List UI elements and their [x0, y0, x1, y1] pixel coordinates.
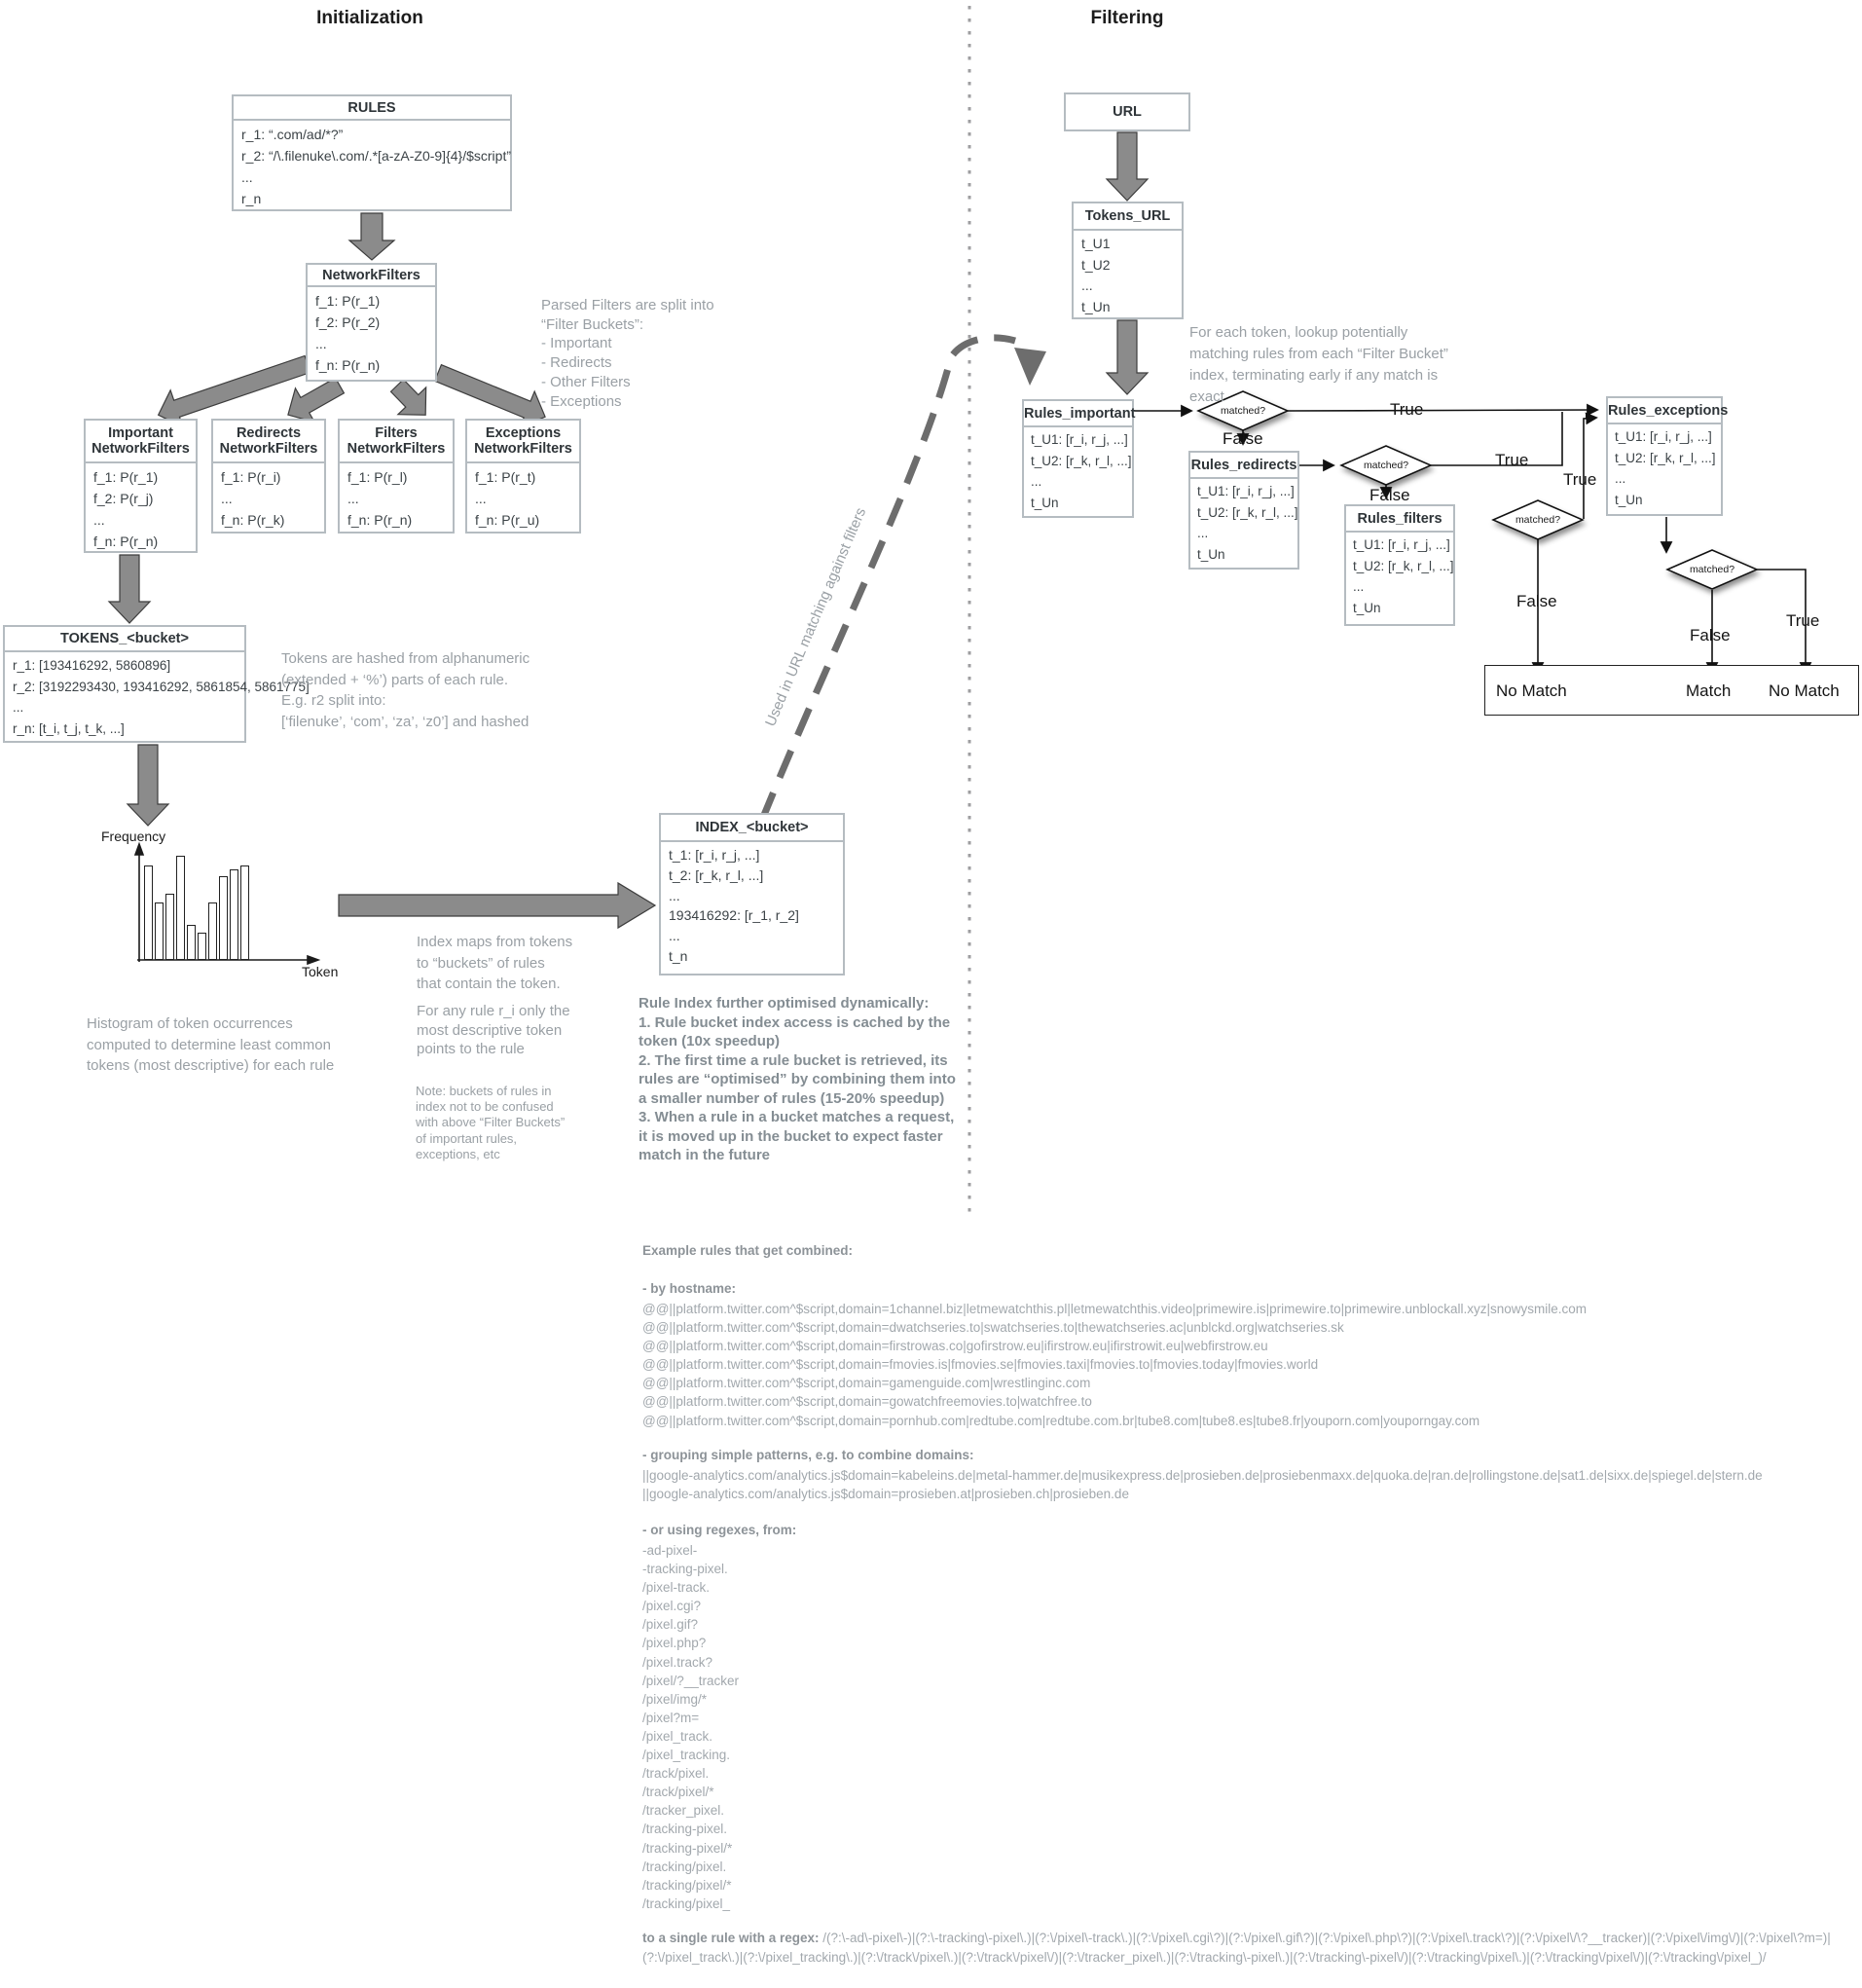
- text-line: exceptions, etc: [416, 1146, 500, 1161]
- single-regex-intro: to a single rule with a regex:: [642, 1931, 823, 1945]
- text-line: t_U1: [r_i, r_j, ...]: [1031, 432, 1128, 447]
- tokens-hash-note: [281, 648, 529, 732]
- matched-label-1: matched?: [1220, 405, 1266, 417]
- histogram-bar: [155, 902, 164, 960]
- tokens-url-box-title: Tokens_URL: [1074, 203, 1182, 231]
- text-line: ...: [1081, 277, 1093, 294]
- text-line: /tracking/pixel_: [642, 1896, 731, 1911]
- text-line: t_U2: [r_k, r_l, ...]: [1031, 453, 1132, 468]
- text-line: Tokens are hashed from alphanumeric: [281, 650, 530, 667]
- text-line: ||google-analytics.com/analytics.js$domain=kabeleins.de|metal-hammer.de|musikexpress.de|prosieben.de|prosiebenmaxx.de|quoka.de|ran.de|rollingstone.de|sat1.de|sixx.de|spiegel.de|stern.de: [642, 1468, 1763, 1483]
- dashed-curve-index-to-matching: [762, 338, 1015, 820]
- histogram-bar: [176, 856, 185, 960]
- false-label-1: False: [1223, 429, 1263, 448]
- text-line: /tracking-pixel/*: [642, 1840, 733, 1856]
- text-line: a smaller number of rules (15-20% speedup): [639, 1089, 945, 1107]
- filters-networkfilters-box: [338, 419, 455, 534]
- text-line: t_2: [r_k, r_l, ...]: [669, 866, 764, 883]
- text-line: @@||platform.twitter.com^$script,domain=firstrowas.co|gofirstrow.eu|ifirstrow.eu|ifirstrowit.eu|webfirstrow.eu: [642, 1339, 1268, 1354]
- text-line: For each token, lookup potentially: [1189, 324, 1408, 341]
- text-line: matching rules from each “Filter Bucket”: [1189, 346, 1448, 362]
- text-line: f_2: P(r_2): [315, 314, 381, 330]
- true-label-1: True: [1390, 400, 1424, 419]
- rules-box-title: RULES: [234, 96, 510, 121]
- important-box-body: [86, 463, 196, 552]
- text-line: computed to determine least common: [87, 1036, 331, 1053]
- histogram-bar: [187, 925, 196, 960]
- hostname-rule-list: [642, 1300, 1587, 1430]
- by-hostname-heading: - by hostname:: [642, 1281, 737, 1296]
- text-line: t_U2: [r_k, r_l, ...]: [1197, 504, 1298, 520]
- url-box-title: URL: [1113, 104, 1142, 120]
- text-line: - Redirects: [541, 354, 612, 372]
- true-label-2: True: [1495, 451, 1529, 469]
- url-box: [1064, 92, 1190, 131]
- histogram-bar: [165, 894, 174, 960]
- grouping-heading: - grouping simple patterns, e.g. to combine domains:: [642, 1448, 974, 1462]
- text-line: /pixel_tracking.: [642, 1748, 731, 1763]
- filters-box-title: [340, 421, 453, 463]
- text-line: [‘filenuke’, ‘com’, ‘za’, ‘z0’] and hashed: [281, 713, 529, 730]
- text-line: r_1: [193416292, 5860896]: [13, 658, 171, 673]
- text-line: f_n: P(r_k): [221, 512, 285, 528]
- text-line: rules are “optimised” by combining them into: [639, 1071, 956, 1087]
- text-line: /pixel.php?: [642, 1636, 707, 1651]
- text-line: 2. The first time a rule bucket is retrieved, its: [639, 1051, 948, 1069]
- text-line: @@||platform.twitter.com^$script,domain=pornhub.com|redtube.com|redtube.com.br|tube8.com|tube8.es|tube8.fr|youporn.com|youporngay.com: [642, 1413, 1480, 1428]
- text-line: f_1: P(r_i): [221, 469, 281, 485]
- text-line: ...: [221, 491, 233, 506]
- text-line: ...: [347, 491, 359, 506]
- index-box-title: INDEX_<bucket>: [661, 815, 843, 842]
- result-match: Match: [1686, 681, 1732, 700]
- text-line: /tracking/pixel.: [642, 1859, 727, 1874]
- histogram-xlabel: Token: [302, 964, 339, 979]
- text-line: f_n: P(r_n): [315, 357, 381, 373]
- line-matched3-true-to-exceptions: [1584, 418, 1596, 519]
- dashed-curve-arrowhead: [1014, 348, 1046, 386]
- text-line: /pixel_track.: [642, 1728, 713, 1744]
- text-line: 3. When a rule in a bucket matches a request,: [639, 1109, 955, 1125]
- rules-box-body: [234, 121, 510, 209]
- text-line: @@||platform.twitter.com^$script,domain=gowatchfreemovies.to|watchfree.to: [642, 1394, 1092, 1410]
- text-line: that contain the token.: [417, 976, 561, 992]
- exceptions-box-body: [467, 463, 579, 531]
- index-bucket-box: [659, 813, 845, 976]
- text-line: Filters: [375, 425, 418, 441]
- text-line: Redirects: [236, 425, 302, 441]
- text-line: to “buckets” of rules: [417, 954, 545, 972]
- text-line: @@||platform.twitter.com^$script,domain=dwatchseries.to|swatchseries.to|thewatchseries.ac|unblckd.org|watchseries.sk: [642, 1320, 1344, 1336]
- rules-exceptions-title: Rules_exceptions: [1608, 398, 1721, 424]
- true-label-3: True: [1563, 470, 1597, 489]
- text-line: ...: [241, 169, 253, 185]
- text-line: ...: [1197, 526, 1209, 541]
- text-line: /tracker_pixel.: [642, 1803, 725, 1819]
- tokens-bucket-box: [3, 625, 310, 743]
- text-line: f_1: P(r_1): [315, 293, 381, 309]
- histogram-bar: [198, 933, 206, 960]
- text-line: ...: [1031, 474, 1042, 490]
- result-no-match-right: No Match: [1769, 681, 1840, 700]
- important-networkfilters-box: [84, 419, 198, 553]
- regex-source-list: [642, 1541, 739, 1913]
- arrow-url-to-tokensurl: [1107, 132, 1148, 201]
- line-matched1-true-to-exceptions: [1288, 410, 1597, 411]
- text-line: t_1: [r_i, r_j, ...]: [669, 847, 760, 863]
- rules-filters-box: [1344, 504, 1455, 626]
- text-line: with above “Filter Buckets”: [416, 1115, 566, 1130]
- text-line: /pixel.gif?: [642, 1617, 699, 1633]
- text-line: Note: buckets of rules in: [416, 1084, 552, 1098]
- rules-important-title: Rules_important: [1024, 401, 1132, 427]
- tokens-box-body: [5, 652, 310, 740]
- text-line: t_U2: [1081, 256, 1111, 273]
- arrow-histogram-to-index: [339, 883, 655, 928]
- text-line: NetworkFilters: [219, 441, 318, 457]
- networkfilters-box-body: [308, 287, 435, 376]
- text-line: @@||platform.twitter.com^$script,domain=1channel.biz|letmewatchthis.pl|letmewatchthis.video|primewire.is|primewire.to|primewire.unblockall.xyz|snowysmile.com: [642, 1302, 1588, 1316]
- matched-label-4: matched?: [1689, 564, 1735, 575]
- text-line: 193416292: [r_1, r_2]: [669, 907, 799, 924]
- text-line: tokens (most descriptive) for each rule: [87, 1057, 335, 1074]
- result-no-match-left: No Match: [1496, 681, 1567, 700]
- text-line: - Exceptions: [541, 392, 622, 410]
- text-line: t_U2: [r_k, r_l, ...]: [1615, 450, 1716, 465]
- false-label-4: False: [1690, 626, 1731, 644]
- arrow-rules-to-networkfilters: [349, 213, 394, 260]
- redirects-networkfilters-box: [211, 419, 326, 534]
- text-line: points to the rule: [417, 1041, 525, 1057]
- text-line: t_U1: [r_i, r_j, ...]: [1197, 484, 1295, 498]
- text-line: ...: [93, 512, 105, 528]
- text-line: /pixel/?__tracker: [642, 1673, 740, 1688]
- text-line: match in the future: [639, 1147, 771, 1163]
- exceptions-networkfilters-box: [465, 419, 581, 534]
- redirects-box-title: [213, 421, 324, 463]
- arrow-important-to-tokens: [109, 555, 150, 623]
- rules-important-body: [1024, 427, 1132, 514]
- text-line: ...: [669, 887, 680, 903]
- text-line: Parsed Filters are split into: [541, 297, 714, 313]
- text-line: t_Un: [1353, 601, 1381, 616]
- text-line: 1. Rule bucket index access is cached by the: [639, 1013, 951, 1031]
- text-line: Rule Index further optimised dynamically:: [639, 995, 930, 1012]
- text-line: Histogram of token occurrences: [87, 1015, 293, 1032]
- initialization-title: Initialization: [316, 8, 423, 28]
- text-line: Important: [108, 425, 173, 441]
- tokens-box-title: TOKENS_<bucket>: [5, 627, 244, 652]
- index-maps-note: [417, 932, 572, 995]
- rules-redirects-box: [1188, 451, 1299, 570]
- histogram-bar: [230, 869, 238, 960]
- text-line: -ad-pixel-: [642, 1543, 698, 1558]
- text-line: t_Un: [1081, 299, 1111, 315]
- text-line: most descriptive token: [417, 1021, 563, 1039]
- text-line: token (10x speedup): [639, 1033, 781, 1049]
- text-line: it is moved up in the bucket to expect faster: [639, 1127, 943, 1145]
- buckets-note: [416, 1084, 565, 1162]
- text-line: ...: [475, 491, 487, 506]
- histogram-bars: [144, 855, 249, 960]
- parsed-filters-note: [541, 296, 714, 411]
- text-line: /tracking/pixel/*: [642, 1877, 732, 1893]
- histogram-bar: [144, 865, 153, 960]
- single-regex-body: /(?:\-ad\-pixel\-)|(?:\-tracking\-pixel\.)|(?:\/pixel\-track\.)|(?:\/pixel\.cgi\?)|(?:\/pixel\.gif\?)|(?:\/pixel\.php\?)|(?:\/pixel\.track\?)|(?:\/pixel\/\?__tracker)|(?:\/pixel\/img\/)|(?:\/pixel\?m=)|(?:\/pixel_track\.)|(?:\/pixel_tracking\.)|(?:\/track\/pixel\.)|(?:\/track\/pixel\/)|(?:\/tracker_pixel\.)|(?:\/tracking\-pixel\.)|(?:\/tracking\-pixel\/)|(?:\/tracking\/pixel\.)|(?:\/tracking\/pixel\/)|(?:\/tracking\/pixel_)/: [642, 1931, 1831, 1965]
- examples-heading: Example rules that get combined:: [642, 1243, 854, 1258]
- rules-box: [232, 94, 512, 211]
- text-line: f_n: P(r_n): [347, 512, 413, 528]
- arrow-tokens-to-histogram: [128, 745, 168, 826]
- text-line: exact: [1189, 388, 1224, 405]
- text-line: t_U2: [r_k, r_l, ...]: [1353, 558, 1454, 573]
- text-line: ...: [13, 700, 24, 716]
- text-line: f_2: P(r_j): [93, 491, 154, 506]
- text-line: r_1: “.com/ad/*?”: [241, 127, 344, 142]
- text-line: NetworkFilters: [474, 441, 572, 457]
- grouping-rule-list: [642, 1466, 1763, 1503]
- text-line: index, terminating early if any match is: [1189, 367, 1439, 384]
- single-regex-paragraph: [642, 1929, 1838, 1967]
- text-line: -tracking-pixel.: [642, 1562, 728, 1577]
- filters-box-body: [340, 463, 453, 531]
- text-line: “Filter Buckets”:: [541, 315, 644, 333]
- text-line: r_2: “/\.filenuke\.com/.*[a-zA-Z0-9]{4}/$script”: [241, 148, 511, 164]
- text-line: t_Un: [1615, 493, 1643, 508]
- text-line: /tracking-pixel.: [642, 1822, 728, 1837]
- matched-label-2: matched?: [1363, 460, 1409, 471]
- networkfilters-box-title: NetworkFilters: [308, 265, 435, 287]
- text-line: Exceptions: [485, 425, 562, 441]
- text-line: - Other Filters: [541, 373, 631, 390]
- text-line: ...: [669, 928, 680, 944]
- matched-label-3: matched?: [1515, 514, 1561, 526]
- foreach-token-note: [1189, 322, 1448, 408]
- text-line: t_n: [669, 947, 688, 964]
- dashed-curve-label: Used in URL matching against filters: [762, 505, 870, 729]
- text-line: r_2: [3192293430, 193416292, 5861854, 5861775]: [13, 679, 310, 694]
- text-line: f_1: P(r_l): [347, 469, 408, 485]
- tokens-url-box: [1072, 202, 1184, 319]
- text-line: f_n: P(r_n): [93, 534, 159, 549]
- histogram-bar: [208, 902, 217, 960]
- text-line: ...: [315, 336, 327, 351]
- exceptions-box-title: [467, 421, 579, 463]
- histogram-bar: [219, 876, 228, 960]
- regex-heading: - or using regexes, from:: [642, 1523, 797, 1537]
- text-line: ...: [1353, 579, 1365, 595]
- text-line: NetworkFilters: [91, 441, 190, 457]
- text-line: f_1: P(r_1): [93, 469, 159, 485]
- text-line: E.g. r2 split into:: [281, 692, 386, 709]
- true-label-4: True: [1786, 611, 1820, 630]
- text-line: t_Un: [1197, 547, 1225, 563]
- text-line: /pixel-track.: [642, 1580, 711, 1596]
- important-box-title: [86, 421, 196, 463]
- filtering-title: Filtering: [1090, 8, 1164, 28]
- arrow-tokensurl-to-rulesimportant: [1107, 320, 1148, 394]
- text-line: /pixel.cgi?: [642, 1599, 702, 1614]
- text-line: t_Un: [1031, 496, 1059, 511]
- text-line: ...: [1615, 471, 1626, 487]
- text-line: @@||platform.twitter.com^$script,domain=fmovies.is|fmovies.se|fmovies.taxi|fmovies.to|fmovies.today|fmovies.world: [642, 1357, 1319, 1373]
- histogram-bar: [240, 865, 249, 960]
- text-line: (extended + ‘%’) parts of each rule.: [281, 671, 509, 688]
- text-line: t_U1: [r_i, r_j, ...]: [1615, 429, 1712, 444]
- text-line: t_U1: [1081, 236, 1111, 251]
- text-line: /pixel?m=: [642, 1710, 700, 1725]
- text-line: /track/pixel/*: [642, 1785, 714, 1800]
- text-line: r_n: [241, 191, 262, 206]
- histogram-ylabel: Frequency: [101, 828, 166, 844]
- text-line: r_n: [t_i, t_j, t_k, ...]: [13, 721, 125, 737]
- text-line: ||google-analytics.com/analytics.js$domain=prosieben.at|prosieben.ch|prosieben.de: [642, 1487, 1129, 1502]
- text-line: @@||platform.twitter.com^$script,domain=gamenguide.com|wrestlinginc.com: [642, 1376, 1091, 1391]
- text-line: t_U1: [r_i, r_j, ...]: [1353, 537, 1450, 552]
- text-line: /track/pixel.: [642, 1766, 710, 1782]
- rules-redirects-body: [1190, 479, 1297, 566]
- false-label-3: False: [1516, 592, 1557, 610]
- rules-filters-title: Rules_filters: [1346, 506, 1453, 533]
- rules-exceptions-box: [1606, 396, 1729, 516]
- rules-redirects-title: Rules_redirects: [1190, 453, 1297, 479]
- text-line: For any rule r_i only the: [417, 1003, 570, 1019]
- rule-index-optimised-note: [639, 994, 956, 1165]
- false-label-2: False: [1369, 486, 1410, 504]
- most-descriptive-note: [417, 1002, 570, 1059]
- text-line: of important rules,: [416, 1130, 518, 1146]
- text-line: Index maps from tokens: [417, 934, 573, 950]
- index-box-body: [661, 842, 843, 967]
- text-line: NetworkFilters: [347, 441, 446, 457]
- text-line: /pixel.track?: [642, 1654, 713, 1670]
- text-line: /pixel/img/*: [642, 1691, 708, 1707]
- text-line: index not to be confused: [416, 1099, 554, 1115]
- redirects-box-body: [213, 463, 324, 531]
- rules-exceptions-body: [1608, 424, 1721, 511]
- tokens-url-box-body: [1074, 231, 1182, 318]
- rules-filters-body: [1346, 533, 1453, 619]
- rules-important-box: [1022, 399, 1134, 518]
- histogram-caption: [87, 1013, 334, 1077]
- text-line: f_n: P(r_u): [475, 512, 540, 528]
- text-line: f_1: P(r_t): [475, 469, 536, 485]
- text-line: - Important: [541, 335, 612, 352]
- networkfilters-box: [306, 263, 437, 382]
